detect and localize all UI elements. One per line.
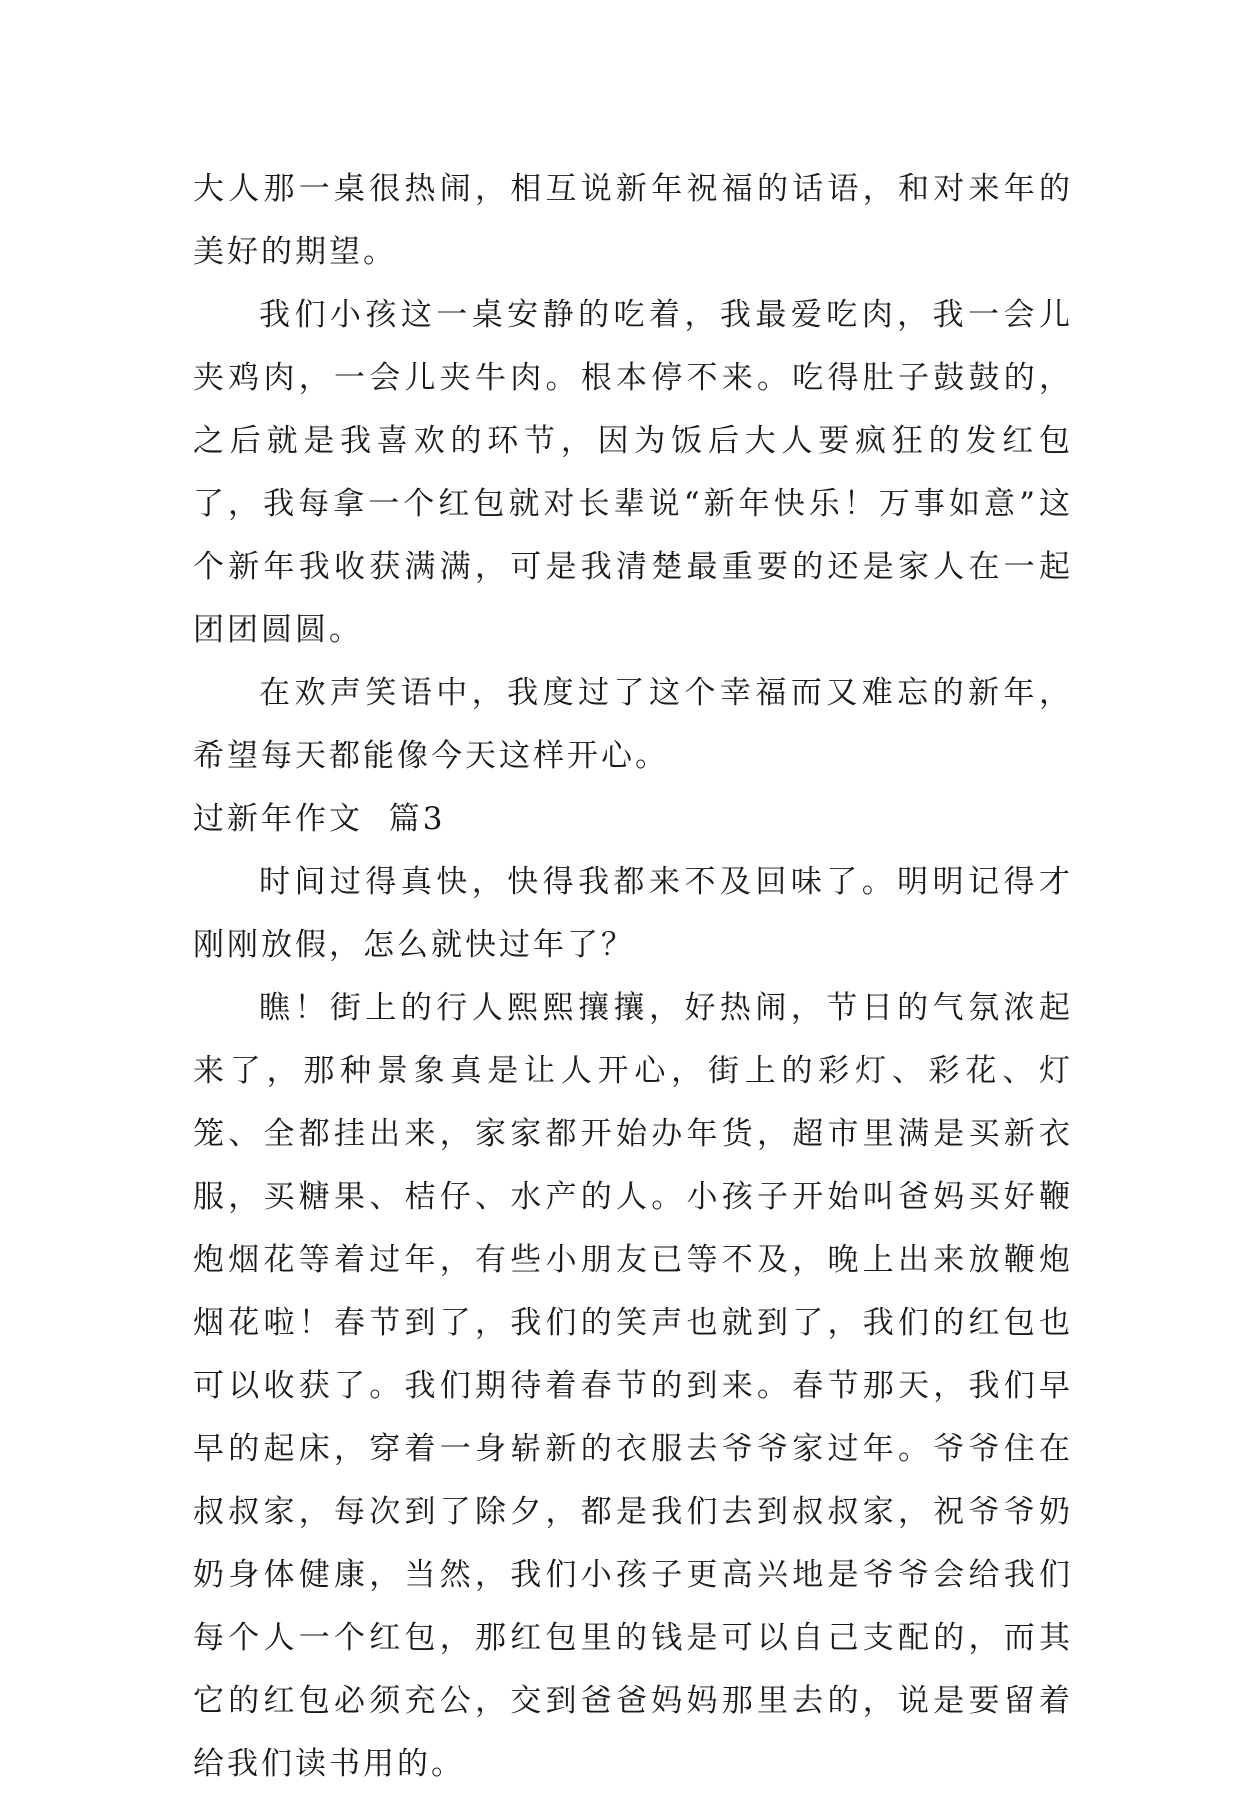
- paragraph-4: 时间过得真快，快得我都来不及回味了。明明记得才刚刚放假，怎么就快过年了？: [193, 864, 1073, 963]
- section-heading: 过新年作文 篇3: [193, 801, 446, 837]
- paragraph-1: 大人那一桌很热闹，相互说新年祝福的话语，和对来年的美好的期望。: [193, 171, 1073, 270]
- document-body: [193, 158, 1073, 1796]
- paragraph-2: 我们小孩这一桌安静的吃着，我最爱吃肉，我一会儿夹鸡肉，一会儿夹牛肉。根本停不来。吃得肚子鼓鼓的，之后就是我喜欢的环节，因为饭后大人要疯狂的发红包了，我每拿一个红包就对长辈说“新年快乐！万事如意”这个新年我收获满满，可是我清楚最重要的还是家人在一起团团圆圆。: [193, 297, 1073, 648]
- paragraph-3: 在欢声笑语中，我度过了这个幸福而又难忘的新年，希望每天都能像今天这样开心。: [193, 675, 1073, 774]
- paragraph-5: 瞧！街上的行人熙熙攘攘，好热闹，节日的气氛浓起来了，那种景象真是让人开心，街上的彩灯、彩花、灯笼、全都挂出来，家家都开始办年货，超市里满是买新衣服，买糖果、桔仔、水产的人。小孩子开始叫爸妈买好鞭炮烟花等着过年，有些小朋友已等不及，晚上出来放鞭炮烟花啦！春节到了，我们的笑声也就到了，我们的红包也可以收获了。我们期待着春节的到来。春节那天，我们早早的起床，穿着一身崭新的衣服去爷爷家过年。爷爷住在叔叔家，每次到了除夕，都是我们去到叔叔家，祝爷爷奶奶身体健康，当然，我们小孩子更高兴地是爷爷会给我们每个人一个红包，那红包里的钱是可以自己支配的，而其它的红包必须充公，交到爸爸妈妈那里去的，说是要留着给我们读书用的。: [193, 990, 1073, 1782]
